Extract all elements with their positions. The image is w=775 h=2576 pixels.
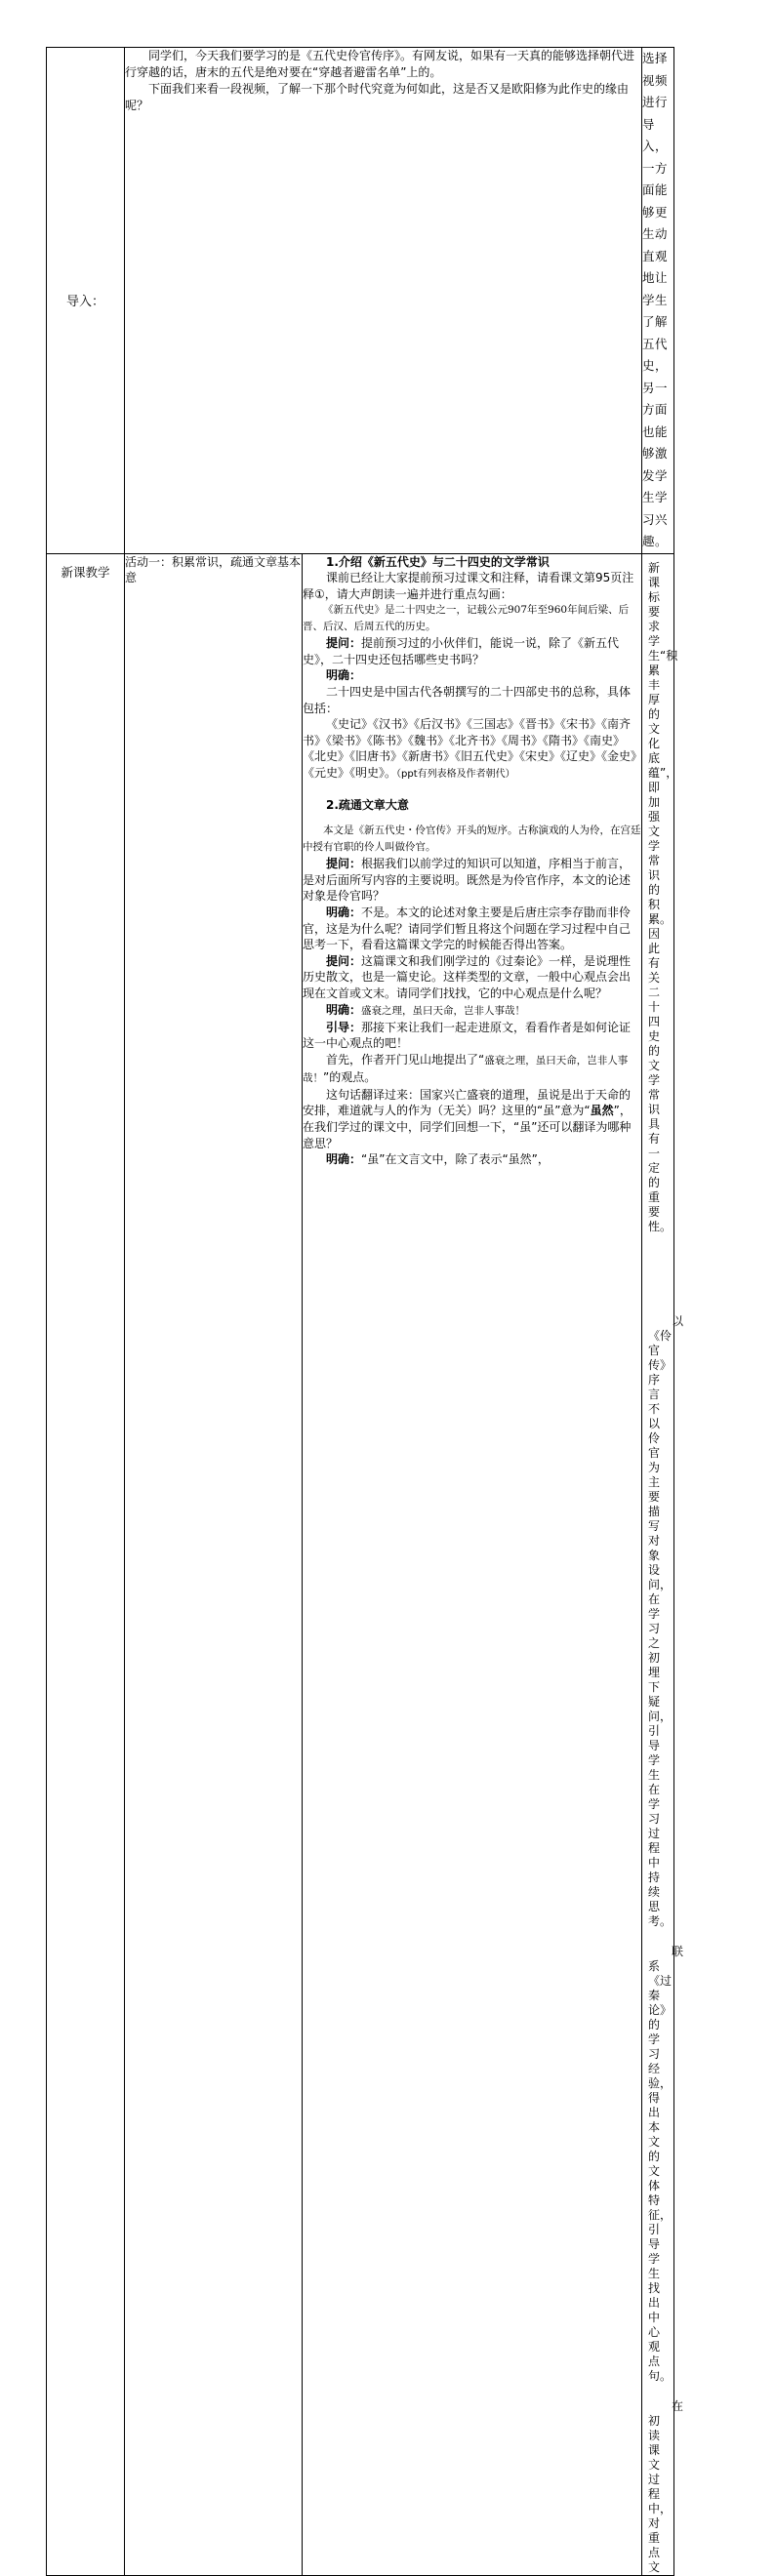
s1-answer-1: 二十四史是中国古代各朝撰写的二十四部史书的总称，具体包括： [303,685,632,715]
s2-answer-2: 明确：盛衰之理，虽曰天命，岂非人事哉！ [326,1002,526,1017]
intro-row [47,48,674,554]
s1-paragraph: 课前已经让大家提前预习过课文和注释，请看课文第95页注释①，请大声朗读一遍并进行重点勾画： [303,571,634,601]
note-first-reading: 在初读课文过程中，对重点文 [648,2398,684,2574]
activity-label: 活动一：积累常识，疏通文章基本意 [125,553,303,2575]
design-note-intro: 选择视频进行导入，一方面能够更生动直观地让学生了解五代史，另一方面也能够激发学生学习兴趣。 [642,48,674,554]
s2-paragraph-2: 这句话翻译过来：国家兴亡盛衰的道理，虽说是出于天命的安排，难道就与人的作为（无关）吗？这里的“虽”意为“虽然”，在我们学过的课文中，同学们回想一下，“虽”还可以翻译为哪种意思？ [303,1087,632,1150]
stage-label-intro: 导入： [47,48,125,554]
s2-answer-3: 明确：“虽”在文言文中，除了表示“虽然”， [326,1152,550,1167]
s2-guide: 引导：那接下来让我们一起走进原文，看看作者是如何论证这一中心观点的吧！ [303,1020,632,1051]
design-note-new-lesson [642,553,684,2575]
stage-label-new-lesson: 新课教学 [47,553,125,2575]
s2-quote: 本文是《新五代史・伶官传》开头的短序。古称演戏的人为伶，在宫廷中授有官职的伶人叫做伶官。 [303,825,641,854]
note-guoqinlun: 联系《过秦论》的学习经验，得出本文的文体特征，引导学生找出中心观点句。 [648,1944,684,2383]
s2-question-1: 提问：根据我们以前学过的知识可以知道，序相当于前言，是对后面所写内容的主要说明。既然是为伶官作序，本文的论述对象是伶官吗？ [303,857,632,904]
s2-paragraph-1: 首先，作者开门见山地提出了“盛衰之理，虽曰天命，岂非人事哉！”的观点。 [303,1052,629,1084]
s1-answer-2: 《史记》《汉书》《后汉书》《三国志》《晋书》《宋书》《南齐书》《梁书》《陈书》《魏书》《北齐书》《周书》《隋书》《南史》《北史》《旧唐书》《新唐书》《旧五代史》《宋史》《辽史》《金史》《元史》《明史》。（ppt有列表格及作者朝代） [303,717,637,781]
s1-quote: 《新五代史》是二十四史之一，记载公元907年至960年间后梁、后晋、后汉、后周五代的历史。 [303,604,630,633]
s1-answer-label: 明确： [326,668,362,683]
note-preface-question: 以《伶官传》序言不以伶官为主要描写对象设问，在学习之初埋下疑问，引导学生在学习过程中持续思考。 [648,1313,684,1928]
section-title-1: 1.介绍《新五代史》与二十四史的文学常识 [326,554,550,569]
note-literary-knowledge: 新课标要求学生“积累丰厚的文化底蕴”，即加强文学常识的积累。因此有关二十四史的文学常识具有一定的重要性。 [648,560,678,1233]
s1-question: 提问：提前预习过的小伙伴们，能说一说，除了《新五代史》，二十四史还包括哪些史书吗？ [303,636,620,666]
lesson-main-content [303,553,642,2575]
section-title-2: 2.疏通文章大意 [326,797,409,812]
s2-answer-1: 明确：不是。本文的论述对象主要是后唐庄宗李存勖而非伶官，这是为什么呢？请同学们暂且将这个问题在学习过程中自己思考一下，看看这篇课文学完的时候能否得出答案。 [303,906,632,952]
new-lesson-row [47,553,674,2575]
s2-question-2: 提问：这篇课文和我们刚学过的《过秦论》一样，是说理性历史散文，也是一篇史论。这样类型的文章，一般中心观点会出现在文首或文末。请同学们找找，它的中心观点是什么呢？ [303,953,632,1000]
lesson-plan-table [46,47,684,2576]
intro-paragraph-2: 下面我们来看一段视频，了解一下那个时代究竟为何如此，这是否又是欧阳修为此作史的缘由呢？ [125,82,630,112]
intro-content [125,48,642,554]
intro-paragraph-1: 同学们，今天我们要学习的是《五代史伶官传序》。有网友说，如果有一天真的能够选择朝代进行穿越的话，唐末的五代是绝对要在“穿越者避雷名单”上的。 [125,49,635,79]
